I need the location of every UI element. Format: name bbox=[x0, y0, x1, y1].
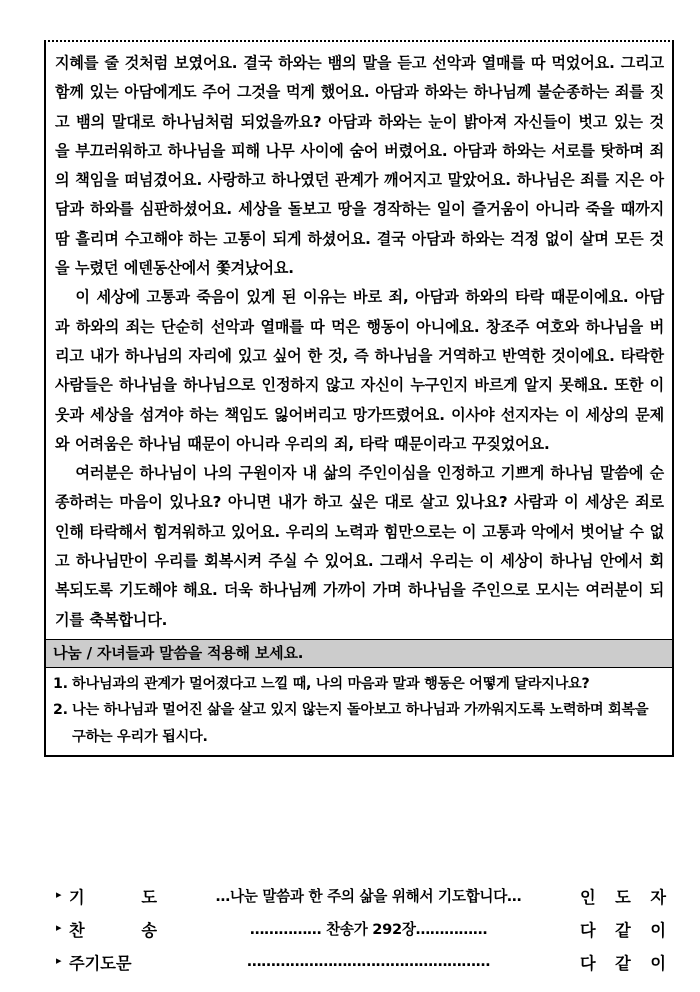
service-row-prayer bbox=[56, 879, 670, 912]
service-label-char: 기 bbox=[69, 887, 85, 907]
triangle-bullet-icon: ▸ bbox=[56, 954, 62, 967]
service-actor-prayer bbox=[580, 884, 670, 908]
service-label-hymn bbox=[69, 917, 157, 941]
section-header-bar bbox=[46, 639, 672, 668]
service-label-char: 찬 bbox=[69, 920, 85, 940]
list-item-text: 나는 하나님과 멀어진 삶을 살고 있지 않는지 돌아보고 하나님과 가까워지도록 노력하며 회복을 구하는 우리가 됩시다. bbox=[72, 702, 649, 745]
service-actor-char: 다 bbox=[580, 953, 596, 973]
service-row-lords-prayer bbox=[56, 945, 670, 978]
service-label-char: 송 bbox=[141, 920, 157, 940]
service-actor-char: 자 bbox=[650, 887, 666, 907]
paragraph-1: 지혜를 줄 것처럼 보였어요. 결국 하와는 뱀의 말을 듣고 선악과 열매를 따 먹었어요. 그리고 함께 있는 아담에게도 주어 그것을 먹게 했어요. 아담과 하와는 하나님께 불순종하는 죄를 짓고 뱀의 말대로 하나님처럼 되었을까요? 아담과 하와는 눈이 밝아져 자신들이 벗고 있는 것을 부끄러워하고 하나님을 피해 나무 사이에 숨어 버렸어요. 아담과 하와는 서로를 탓하며 죄의 책임을 떠넘겼어요. 사랑하고 하나였던 관계가 깨어지고 말았어요. 하나님은 죄를 지은 아담과 하와를 심판하셨어요. 세상을 돌보고 땅을 경작하는 일이 즐거움이 아니라 죽을 때까지 땀 흘리며 수고해야 하는 고통이 되게 하셨어요. 결국 아담과 하와는 걱정 없이 살며 모든 것을 누렸던 에덴동산에서 쫓겨났어요. bbox=[55, 54, 664, 278]
service-actor-char: 이 bbox=[650, 920, 666, 940]
service-actor-char: 같 bbox=[615, 920, 631, 940]
application-question-list bbox=[46, 668, 672, 756]
service-detail-prayer: …나눈 말씀과 한 주의 삶을 위해서 기도합니다… bbox=[215, 888, 522, 905]
list-item bbox=[53, 671, 664, 698]
service-order-list bbox=[44, 879, 674, 978]
service-actor-char: 도 bbox=[615, 887, 631, 907]
service-label-char: 도 bbox=[141, 887, 157, 907]
service-actor-hymn bbox=[580, 917, 670, 941]
list-item-text: 하나님과의 관계가 멀어졌다고 느낄 때, 나의 마음과 말과 행동은 어떻게 달라지나요? bbox=[72, 675, 590, 692]
triangle-bullet-icon: ▸ bbox=[56, 888, 62, 901]
service-detail-hymn: …………… 찬송가 292장…………… bbox=[249, 921, 488, 938]
service-actor-lords-prayer bbox=[580, 950, 670, 974]
list-item bbox=[53, 697, 664, 750]
service-row-hymn bbox=[56, 912, 670, 945]
service-label-lords-prayer bbox=[69, 950, 157, 974]
service-label-prayer bbox=[69, 884, 157, 908]
service-actor-char: 다 bbox=[580, 920, 596, 940]
list-item-number: 1. bbox=[53, 675, 68, 692]
triangle-bullet-icon: ▸ bbox=[56, 921, 62, 934]
service-actor-char: 이 bbox=[650, 953, 666, 973]
article-frame bbox=[44, 40, 674, 757]
section-header-title: 나눔 / 자녀들과 말씀을 적용해 보세요. bbox=[53, 643, 304, 662]
service-actor-char: 인 bbox=[580, 887, 596, 907]
service-detail-lords-prayer: …………………………………………… bbox=[247, 953, 490, 970]
paragraph-3: 여러분은 하나님이 나의 구원이자 내 삶의 주인이심을 인정하고 기쁘게 하나님 말씀에 순종하려는 마음이 있나요? 아니면 내가 하고 싶은 대로 살고 있나요? 사람과 이 세상은 죄로 인해 타락해서 힘겨워하고 있어요. 우리의 노력과 힘만으로는 이 고통과 악에서 벗어날 수 없고 하나님만이 우리를 회복시켜 주실 수 있어요. 그래서 우리는 이 세상이 하나님 안에서 회복되도록 기도해야 해요. 더욱 하나님께 가까이 가며 하나님을 주인으로 모시는 여러분이 되기를 축복합니다. bbox=[55, 464, 664, 629]
paragraph-2: 이 세상에 고통과 죽음이 있게 된 이유는 바로 죄, 아담과 하와의 타락 때문이에요. 아담과 하와의 죄는 단순히 선악과 열매를 따 먹은 행동이 아니에요. 창조주 여호와 하나님을 버리고 내가 하나님의 자리에 있고 싶어 한 것, 즉 하나님을 거역하고 반역한 것이에요. 타락한 사람들은 하나님을 하나님으로 인정하지 않고 자신이 누구인지 바르게 알지 못해요. 또한 이웃과 세상을 섬겨야 하는 책임도 잃어버리고 망가뜨렸어요. 이사야 선지자는 이 세상의 문제와 어려움은 하나님 때문이 아니라 우리의 죄, 타락 때문이라고 꾸짖었어요. bbox=[55, 288, 664, 453]
service-actor-char: 같 bbox=[615, 953, 631, 973]
list-item-number: 2. bbox=[53, 702, 68, 719]
service-label-char: 주기도문 bbox=[69, 953, 132, 973]
article-body bbox=[46, 42, 672, 639]
